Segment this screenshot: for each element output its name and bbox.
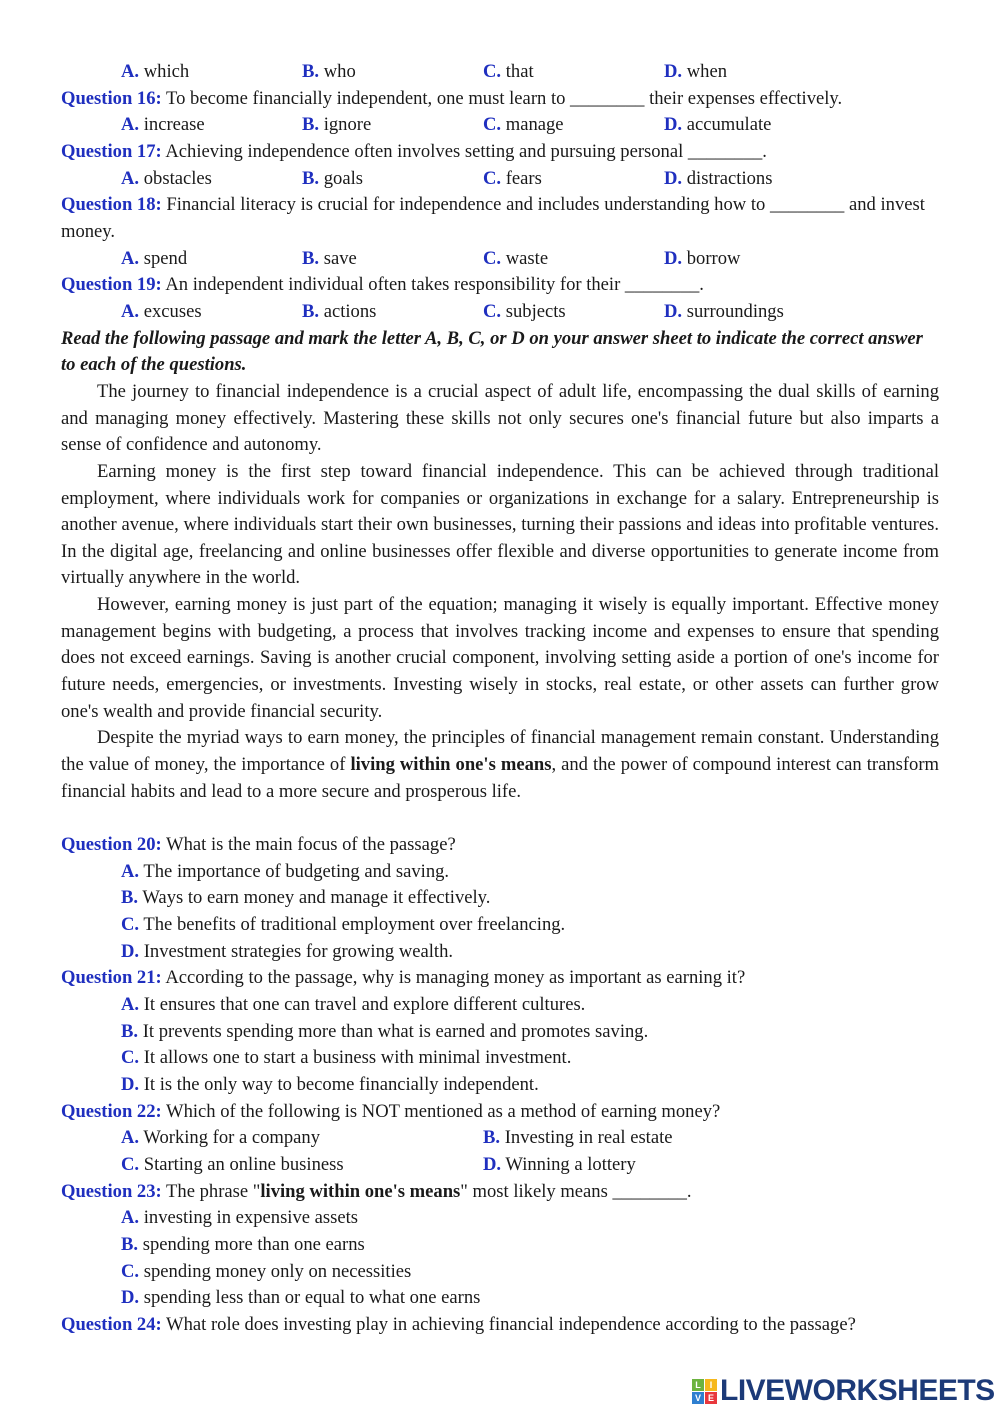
answer-option[interactable] [664,299,845,326]
answer-option[interactable] [61,1232,939,1259]
option-text: Winning a lottery [505,1153,636,1175]
logo-text: LIVEWORKSHEETS [720,1374,995,1407]
option-letter: A. [121,993,140,1015]
answer-option[interactable] [121,112,302,139]
option-letter: A. [121,300,140,322]
option-text: Starting an online business [143,1153,344,1175]
question-text: What role does investing play in achieving financial independence according to the passage? [161,1313,856,1335]
option-letter: D. [121,1287,140,1309]
option-text: The benefits of traditional employment over freelancing. [143,913,566,935]
option-text: increase [143,114,205,136]
answer-option[interactable] [483,166,664,193]
option-letter: A. [121,114,140,136]
question-stem [61,272,939,299]
options-row [61,112,939,139]
option-text: obstacles [143,167,212,189]
option-letter: D. [121,1073,140,1095]
option-text: which [143,61,190,82]
question-label: Question 17: [61,140,162,162]
option-text: It ensures that one can travel and explore different cultures. [143,993,586,1015]
question-label: Question 22: [61,1100,162,1122]
option-letter: D. [664,247,683,269]
question-label: Question 20: [61,834,162,856]
question-stem [61,965,939,992]
options-row [61,1125,939,1152]
question-stem [61,832,939,859]
answer-option[interactable] [121,1125,483,1152]
option-text: fears [505,167,542,189]
options-row [61,59,939,86]
bold-phrase: living within one's means [350,754,552,776]
option-text: It prevents spending more than what is earned and promotes saving. [142,1020,649,1042]
paragraph-text: , and the power of compound interest can transform financial habits and lead to a more secure and prosperous life. [61,754,940,802]
option-letter: D. [483,1153,502,1175]
option-text: spending more than one earns [142,1233,365,1255]
question-label: Question 24: [61,1313,162,1335]
option-text: actions [323,300,377,322]
answer-option[interactable] [61,1045,939,1072]
question-text: Which of the following is NOT mentioned as a method of earning money? [161,1100,721,1122]
option-text: save [323,247,357,269]
answer-option[interactable] [664,112,845,139]
reading-instruction: Read the following passage and mark the letter A, B, C, or D on your answer sheet to indicate the correct answer to each of the questions. [61,327,923,376]
question-text: " most likely means ________. [460,1180,692,1202]
question-label: Question 18: [61,194,162,216]
option-letter: A. [121,247,140,269]
option-content [121,1232,365,1259]
option-text: distractions [686,167,773,189]
option-text: spending money only on necessities [143,1260,412,1282]
option-letter: B. [121,1020,139,1042]
paragraph-text: The journey to financial independence is a crucial aspect of adult life, encompassing the dual skills of earning and managing money effectively. Mastering these skills not only secures one's financial future but also imparts a sense of confidence and autonomy. [61,380,939,456]
answer-option[interactable] [302,166,483,193]
option-text: Working for a company [143,1127,321,1149]
option-text: The importance of budgeting and saving. [143,860,450,882]
option-text: Ways to earn money and manage it effectively. [142,887,491,909]
question-text: According to the passage, why is managing money as important as earning it? [161,967,746,989]
option-content [121,1019,648,1046]
option-letter: A. [121,860,140,882]
option-text: It is the only way to become financially independent. [143,1073,539,1095]
option-text: manage [505,114,564,136]
option-letter: D. [664,300,683,322]
liveworksheets-logo [692,1374,995,1408]
option-letter: B. [302,61,320,82]
option-content [121,1285,480,1312]
passage-paragraph [61,379,939,459]
option-text: Investment strategies for growing wealth. [143,940,454,962]
option-letter: D. [121,940,140,962]
answer-option[interactable] [121,246,302,273]
worksheet-document [61,59,939,1338]
logo-letter-block: L [692,1379,704,1391]
answer-option[interactable] [61,885,939,912]
option-letter: C. [483,61,502,82]
option-text: subjects [505,300,566,322]
option-content [121,1045,571,1072]
option-text: excuses [143,300,202,322]
question-stem [61,1179,939,1206]
option-text: ignore [323,114,372,136]
blank-line [61,805,939,832]
paragraph-text: Despite the myriad ways to earn money, the principles of financial management remain constant. Understanding the value of money, the importance of [61,727,939,776]
options-row [61,1152,939,1179]
option-letter: B. [483,1127,501,1149]
option-content [121,939,453,966]
question-text: The phrase " [161,1180,261,1202]
option-letter: B. [302,114,320,136]
answer-option[interactable] [664,246,845,273]
option-text: waste [505,247,549,269]
option-letter: C. [483,300,502,322]
question-stem [61,192,939,245]
option-content [121,992,585,1019]
answer-option[interactable] [121,299,302,326]
paragraph-text: However, earning money is just part of the equation; managing it wisely is equally important. Effective money management begins with budgeting, a process that involves tracking income and expenses to ensure that spending does not exceed earnings. Saving is another crucial component, involving setting aside a portion of one's income for future needs, emergencies, or investments. Investing wisely in stocks, real estate, or other assets can further grow one's wealth and provide financial security. [61,594,939,722]
answer-option[interactable] [483,299,664,326]
question-label: Question 19: [61,274,162,296]
question-text: What is the main focus of the passage? [161,834,456,856]
options-row [61,299,939,326]
logo-letter-block: E [705,1392,717,1404]
answer-option[interactable] [483,112,664,139]
answer-option[interactable] [302,246,483,273]
answer-option[interactable] [61,912,939,939]
question-text: An independent individual often takes responsibility for their ________. [161,274,704,296]
answer-option[interactable] [302,299,483,326]
option-text: Investing in real estate [504,1127,673,1149]
option-text: when [686,61,728,82]
option-letter: C. [121,1260,140,1282]
question-label: Question 21: [61,967,162,989]
answer-option[interactable] [61,992,939,1019]
option-content [121,912,565,939]
logo-blocks-icon [692,1379,717,1404]
answer-option[interactable] [121,59,302,86]
question-stem [61,1312,939,1339]
answer-option[interactable] [664,59,845,86]
option-text: accumulate [686,114,772,136]
option-letter: D. [664,167,683,189]
option-letter: B. [121,1233,139,1255]
bold-phrase: living within one's means [260,1180,461,1202]
option-content [121,1259,411,1286]
question-text: Achieving independence often involves setting and pursuing personal ________. [161,140,767,162]
options-row [61,246,939,273]
option-letter: B. [302,167,320,189]
option-content [121,885,490,912]
option-text: surroundings [686,300,784,322]
option-text: It allows one to start a business with minimal investment. [143,1047,572,1069]
option-text: investing in expensive assets [143,1207,359,1229]
answer-option[interactable] [61,1285,939,1312]
answer-option[interactable] [61,1072,939,1099]
option-letter: D. [664,114,683,136]
answer-option[interactable] [664,166,845,193]
options-row [61,166,939,193]
question-stem [61,1099,939,1126]
answer-option[interactable] [483,59,664,86]
option-letter: C. [121,1047,140,1069]
answer-option[interactable] [121,166,302,193]
option-content [121,1072,539,1099]
option-letter: A. [121,1207,140,1229]
option-text: spend [143,247,188,269]
option-letter: C. [121,1153,140,1175]
answer-option[interactable] [483,1152,845,1179]
question-text: To become financially independent, one must learn to ________ their expenses effectively. [161,87,843,109]
option-letter: A. [121,1127,140,1149]
logo-letter-block: V [692,1392,704,1404]
question-label: Question 23: [61,1180,162,1202]
question-text: Financial literacy is crucial for independence and includes understanding how to ________ and invest money. [61,194,925,242]
answer-option[interactable] [61,859,939,886]
question-stem [61,139,939,166]
option-letter: D. [664,61,683,82]
answer-option[interactable] [483,246,664,273]
option-letter: A. [121,167,140,189]
passage-paragraph [61,592,939,725]
logo-letter-block: I [705,1379,717,1391]
option-text: spending less than or equal to what one earns [143,1287,481,1309]
option-letter: B. [302,300,320,322]
option-content [121,1205,358,1232]
option-text: borrow [686,247,741,269]
option-letter: A. [121,61,140,82]
answer-option[interactable] [121,1152,483,1179]
answer-option[interactable] [483,1125,845,1152]
option-text: that [505,61,534,82]
answer-option[interactable] [61,939,939,966]
passage-paragraph [61,725,939,805]
passage-paragraph [61,459,939,592]
option-letter: C. [483,247,502,269]
option-letter: B. [121,887,139,909]
answer-option[interactable] [61,1019,939,1046]
option-letter: C. [121,913,140,935]
answer-option[interactable] [61,1259,939,1286]
option-letter: C. [483,114,502,136]
option-letter: B. [302,247,320,269]
answer-option[interactable] [302,112,483,139]
option-content [121,859,449,886]
paragraph-text: Earning money is the first step toward financial independence. This can be achieved through traditional employment, where individuals work for companies or organizations in exchange for a salary. Entrepreneurship is another avenue, where individuals start their own businesses, turning their passions and ideas into profitable ventures. In the digital age, freelancing and online businesses offer flexible and diverse opportunities to generate income from virtually anywhere in the world. [61,460,939,589]
question-label: Question 16: [61,87,162,109]
answer-option[interactable] [61,1205,939,1232]
question-stem [61,86,939,113]
answer-option[interactable] [302,59,483,86]
option-letter: C. [483,167,502,189]
option-text: goals [323,167,363,189]
option-text: who [323,61,356,82]
